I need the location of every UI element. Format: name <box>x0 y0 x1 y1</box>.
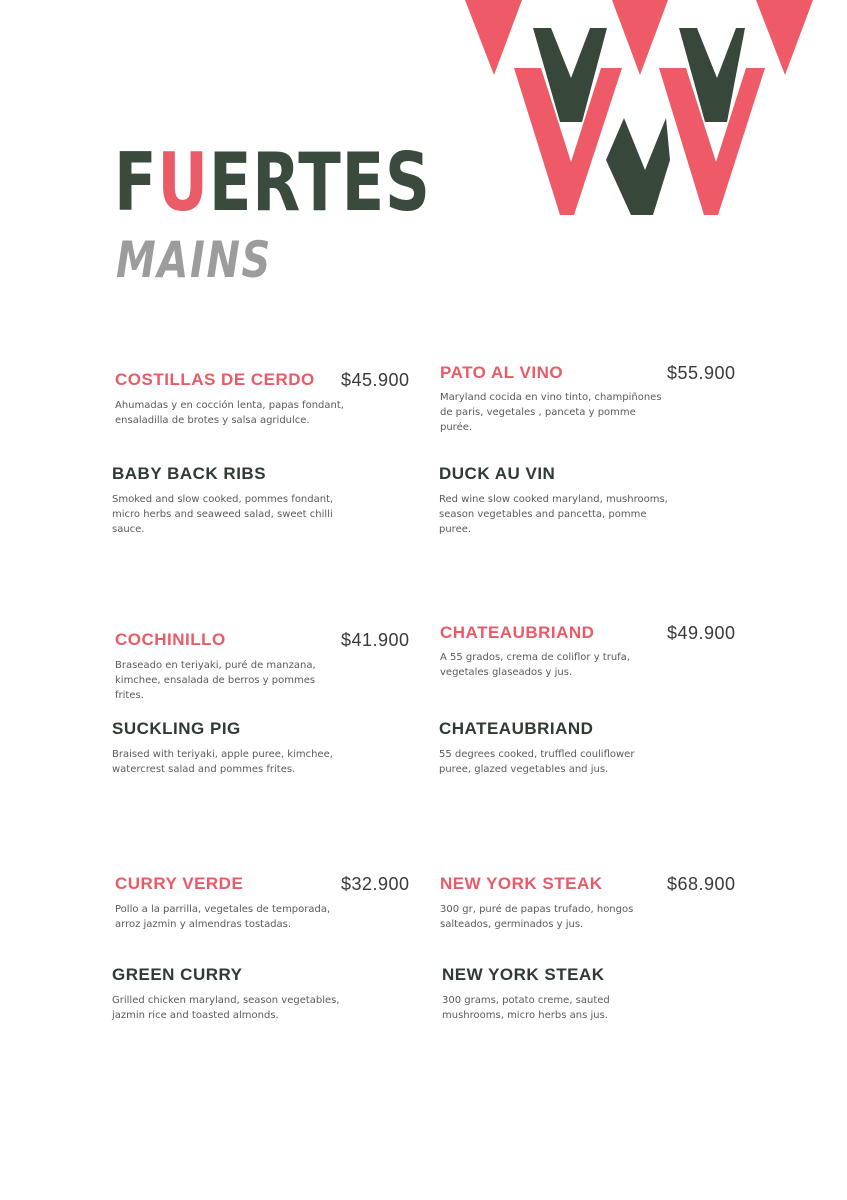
dish-price: $55.900 <box>667 363 736 383</box>
dish-description-en: Braised with teriyaki, apple puree, kimchee, watercrest salad and pommes frites. <box>112 749 333 775</box>
dish-name-en: GREEN CURRY <box>112 965 243 984</box>
dish-name-es: CHATEAUBRIAND <box>440 623 595 642</box>
dish-description-es: Maryland cocida en vino tinto, champiñones de paris, vegetales , panceta y pomme purée. <box>440 392 662 433</box>
menu-title <box>114 136 431 229</box>
dish-name-en: CHATEAUBRIAND <box>439 719 594 738</box>
dish-description-es: Ahumadas y en cocción lenta, papas fondant, ensaladilla de brotes y salsa agridulce. <box>115 400 344 426</box>
dish-name-en: BABY BACK RIBS <box>112 464 267 483</box>
title-rest: ERTES <box>208 136 431 229</box>
dish-name-es: PATO AL VINO <box>440 363 564 382</box>
dish-description-en: Grilled chicken maryland, season vegetables, jazmin rice and toasted almonds. <box>112 995 340 1021</box>
dish-description-es: 300 gr, puré de papas trufado, hongos salteados, germinados y jus. <box>440 904 634 930</box>
dish-description-es: Pollo a la parrilla, vegetales de temporada, arroz jazmin y almendras tostadas. <box>115 904 331 930</box>
dish-name-es: NEW YORK STEAK <box>440 874 603 893</box>
dish-description-es: A 55 grados, crema de coliflor y trufa, vegetales glaseados y jus. <box>440 652 630 678</box>
dish-name-en: SUCKLING PIG <box>112 719 241 738</box>
menu-subtitle: MAINS <box>116 231 272 289</box>
dish-price: $32.900 <box>341 874 410 894</box>
dish-description-en: 55 degrees cooked, truffled couliflower puree, glazed vegetables and jus. <box>439 749 635 775</box>
dish-description-en: Smoked and slow cooked, pommes fondant, micro herbs and seaweed salad, sweet chilli sauce. <box>112 494 334 535</box>
dish-description-es: Braseado en teriyaki, puré de manzana, kimchee, ensalada de berros y pommes frites. <box>115 660 316 701</box>
dish-description-en: Red wine slow cooked maryland, mushrooms, season vegetables and pancetta, pomme puree. <box>439 494 668 535</box>
title-accent-letter: U <box>157 136 209 229</box>
dish-name-en: DUCK AU VIN <box>439 464 556 483</box>
dish-price: $49.900 <box>667 623 736 643</box>
dish-name-es: COCHINILLO <box>115 630 226 649</box>
dish-price: $68.900 <box>667 874 736 894</box>
dish-name-es: CURRY VERDE <box>115 874 244 893</box>
title-letter-f: F <box>114 136 158 229</box>
dish-name-en: NEW YORK STEAK <box>442 965 605 984</box>
dish-description-en: 300 grams, potato creme, sauted mushrooms, micro herbs ans jus. <box>442 995 610 1021</box>
dish-name-es: COSTILLAS DE CERDO <box>115 370 315 389</box>
dish-price: $41.900 <box>341 630 410 650</box>
dish-price: $45.900 <box>341 370 410 390</box>
